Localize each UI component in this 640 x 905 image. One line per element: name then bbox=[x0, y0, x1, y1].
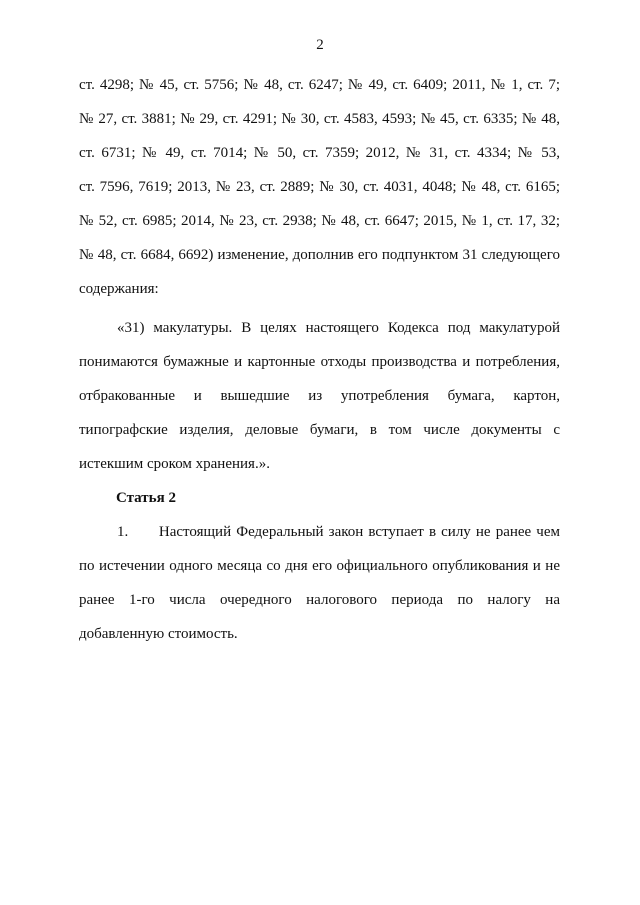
paragraph-entry-into-force bbox=[79, 515, 560, 651]
paragraph-waste-paper-definition bbox=[79, 311, 560, 481]
text-line: содержания: bbox=[79, 281, 159, 297]
text-line: понимаются бумажные и картонные отходы производства и потребления, bbox=[79, 354, 560, 370]
text-line: № 27, ст. 3881; № 29, ст. 4291; № 30, ст. 4583, 4593; № 45, ст. 6335; № 48, bbox=[79, 111, 560, 127]
paragraph-amendment-references bbox=[79, 68, 560, 306]
text-line: ранее 1-го числа очередного налогового периода по налогу на bbox=[79, 592, 560, 608]
text-line: истекшим сроком хранения.». bbox=[79, 456, 270, 472]
article-heading: Статья 2 bbox=[116, 490, 176, 506]
text-line: отбракованные и вышедшие из употребления бумага, картон, bbox=[79, 388, 560, 404]
text-line: «31) макулатуры. В целях настоящего Кодекса под макулатурой bbox=[117, 320, 560, 336]
text-line: 1. Настоящий Федеральный закон вступает в силу не ранее чем bbox=[117, 524, 560, 540]
text-line: типографские изделия, деловые бумаги, в том числе документы с bbox=[79, 422, 560, 438]
text-line: добавленную стоимость. bbox=[79, 626, 238, 642]
page-number: 2 bbox=[316, 37, 324, 53]
text-line: № 48, ст. 6684, 6692) изменение, дополнив его подпунктом 31 следующего bbox=[79, 247, 560, 263]
text-line: ст. 6731; № 49, ст. 7014; № 50, ст. 7359; 2012, № 31, ст. 4334; № 53, bbox=[79, 145, 560, 161]
text-line: № 52, ст. 6985; 2014, № 23, ст. 2938; № 48, ст. 6647; 2015, № 1, ст. 17, 32; bbox=[79, 213, 560, 229]
text-line: ст. 7596, 7619; 2013, № 23, ст. 2889; № 30, ст. 4031, 4048; № 48, ст. 6165; bbox=[79, 179, 560, 195]
text-line: ст. 4298; № 45, ст. 5756; № 48, ст. 6247; № 49, ст. 6409; 2011, № 1, ст. 7; bbox=[79, 77, 560, 93]
text-line: по истечении одного месяца со дня его официального опубликования и не bbox=[79, 558, 560, 574]
